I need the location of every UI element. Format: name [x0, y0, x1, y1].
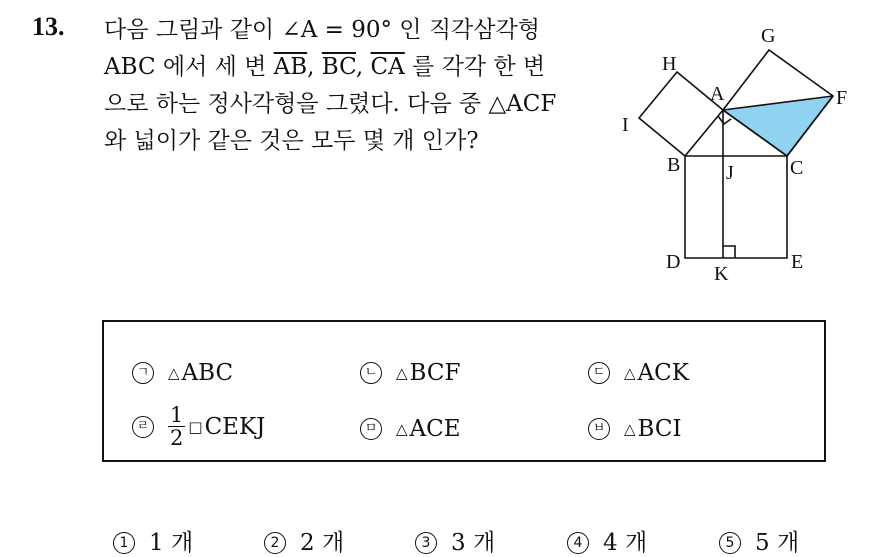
option-3 [588, 360, 689, 386]
answer-choice-4[interactable] [567, 524, 647, 557]
stem-line-2-prefix: ABC 에서 세 변 [104, 54, 274, 80]
option-2 [360, 360, 460, 386]
label-e: E [791, 251, 804, 273]
label-c: C [790, 157, 804, 179]
triangle-icon: △ [168, 364, 180, 382]
answer-choice-5-label: 5 개 [755, 530, 800, 556]
answer-choice-1-label: 1 개 [149, 530, 194, 556]
segment-bc: $\overline{BC}$ [321, 54, 356, 80]
option-2-marker: ㄴ [360, 362, 382, 384]
option-3-text: ACK [637, 360, 689, 386]
square-bcde [685, 156, 787, 258]
option-2-text: BCF [409, 360, 461, 386]
triangle-icon: △ [396, 420, 408, 438]
option-1-marker: ㄱ [132, 362, 154, 384]
option-5 [360, 416, 461, 442]
stem-line-2 [104, 49, 604, 86]
triangle-icon: △ [624, 420, 636, 438]
option-6-marker: ㅂ [588, 418, 610, 440]
label-a: A [710, 83, 725, 105]
answer-choice-1[interactable] [113, 524, 193, 557]
answer-choice-2[interactable] [264, 524, 344, 557]
option-4 [132, 404, 265, 449]
separator-1: , [307, 54, 322, 80]
answer-choice-3-marker: 3 [415, 532, 437, 554]
option-1-text: ABC [181, 360, 234, 386]
option-3-marker: ㄷ [588, 362, 610, 384]
answer-choice-3[interactable] [415, 524, 495, 557]
answer-choice-2-label: 2 개 [300, 530, 345, 556]
label-h: H [662, 53, 677, 75]
answer-choice-4-marker: 4 [567, 532, 589, 554]
option-1 [132, 360, 233, 386]
triangle-acf-shaded [723, 96, 833, 156]
right-angle-k [723, 246, 735, 258]
label-g: G [761, 25, 776, 47]
right-angle-a [718, 116, 731, 124]
answer-choice-5[interactable] [719, 524, 799, 557]
option-6-text: BCI [637, 416, 682, 442]
square-icon: □ [188, 417, 203, 436]
answer-choice-3-label: 3 개 [451, 530, 496, 556]
label-d: D [666, 251, 681, 273]
segment-ab: $\overline{AB}$ [273, 54, 308, 80]
label-k: K [714, 263, 729, 285]
option-4-marker: ㄹ [132, 416, 154, 438]
answer-choice-1-marker: 1 [113, 532, 135, 554]
figure-svg [610, 18, 870, 298]
option-6 [588, 416, 682, 442]
answer-choice-2-marker: 2 [264, 532, 286, 554]
option-4-text: CEKJ [204, 413, 266, 440]
segment-ca: $\overline{CA}$ [370, 54, 405, 80]
triangle-icon: △ [396, 364, 408, 382]
stem-line-2-suffix: 를 각각 한 변 [404, 54, 546, 80]
question-stem [104, 12, 604, 160]
answer-choices [0, 524, 884, 554]
label-i: I [622, 114, 629, 136]
option-5-marker: ㅁ [360, 418, 382, 440]
answer-choice-5-marker: 5 [719, 532, 741, 554]
options-box [102, 320, 826, 462]
label-b: B [667, 154, 681, 176]
fraction-denominator: 2 [170, 426, 184, 450]
stem-line-3: 으로 하는 정사각형을 그렸다. 다음 중 △ACF [104, 91, 557, 117]
stem-line-1: 다음 그림과 같이 ∠A = 90° 인 직각삼각형 [104, 17, 540, 43]
fraction-one-half [168, 404, 185, 449]
fraction-numerator: 1 [170, 403, 184, 427]
pythagoras-figure [610, 18, 870, 298]
separator-2: , [355, 54, 371, 80]
stem-line-4: 와 넓이가 같은 것은 모두 몇 개 인가? [104, 128, 479, 154]
triangle-icon: △ [624, 364, 636, 382]
label-f: F [836, 87, 848, 109]
option-5-text: ACE [409, 416, 461, 442]
label-j: J [726, 162, 734, 184]
answer-choice-4-label: 4 개 [603, 530, 648, 556]
question-number: 13. [32, 12, 65, 41]
